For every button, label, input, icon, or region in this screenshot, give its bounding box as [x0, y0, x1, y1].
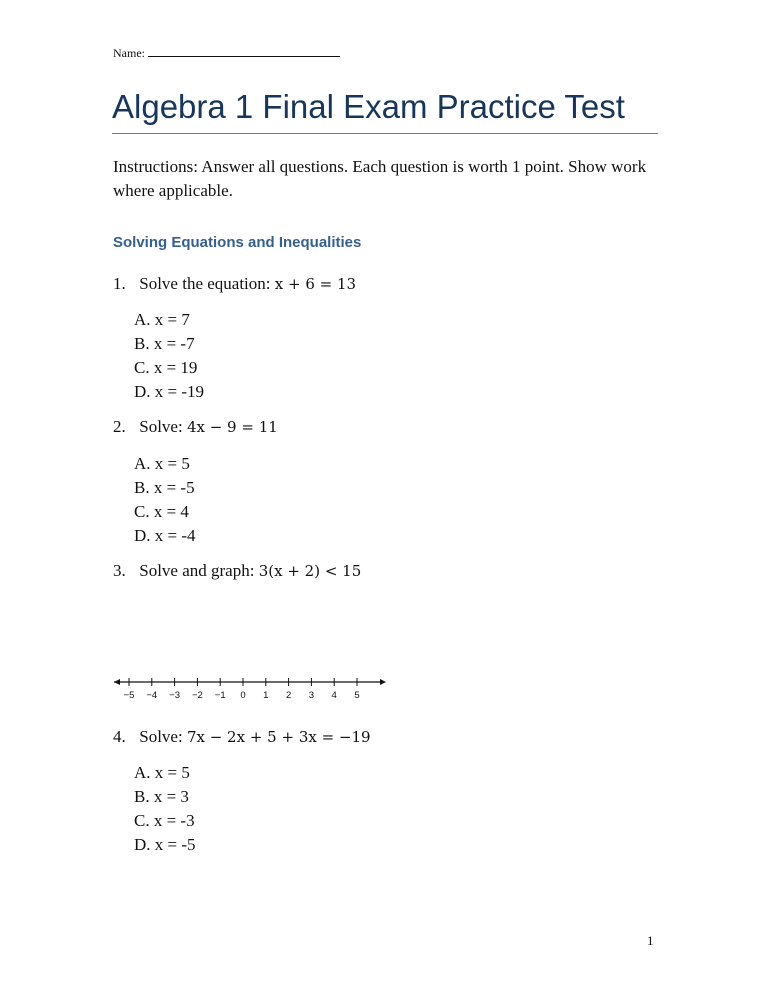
- question-2: [113, 416, 278, 438]
- name-field: [113, 46, 340, 61]
- question-number: 1.: [113, 274, 126, 293]
- question-number: 3.: [113, 561, 126, 580]
- instructions: Instructions: Answer all questions. Each question is worth 1 point. Show work where applicable.: [113, 157, 647, 200]
- question-prompt: Solve and graph:: [139, 561, 255, 580]
- number-line-tick-label: −3: [169, 690, 181, 701]
- page-number: 1: [647, 933, 654, 948]
- question-expression: x + 6 = 13: [274, 275, 357, 293]
- question-expression: 4x − 9 = 11: [186, 418, 278, 436]
- question-prompt: Solve:: [139, 417, 183, 436]
- number-line-tick-label: −4: [146, 690, 158, 701]
- question-3: [113, 560, 361, 582]
- number-line[interactable]: [112, 674, 388, 702]
- question-number: 2.: [113, 417, 126, 436]
- choice-d[interactable]: D. x = -5: [134, 835, 196, 854]
- number-line-tick-label: 2: [285, 690, 292, 701]
- number-line-tick-label: −1: [214, 690, 226, 701]
- choice-a[interactable]: A. x = 7: [134, 310, 190, 329]
- name-blank[interactable]: [148, 46, 340, 57]
- right-arrow-icon: [380, 679, 386, 685]
- choice-a[interactable]: A. x = 5: [134, 763, 190, 782]
- name-label: Name:: [113, 46, 145, 60]
- choices-4: [134, 761, 196, 857]
- question-4: [113, 726, 371, 748]
- choices-1: [134, 308, 204, 404]
- choices-2: [134, 452, 196, 548]
- choice-c[interactable]: C. x = 19: [134, 358, 198, 377]
- number-line-tick-label: −5: [123, 690, 135, 701]
- question-prompt: Solve:: [139, 727, 183, 746]
- choice-c[interactable]: C. x = -3: [134, 811, 195, 830]
- question-expression: 3(x + 2) < 15: [258, 562, 362, 580]
- question-1: [113, 273, 356, 295]
- number-line-tick-label: −2: [191, 690, 203, 701]
- choice-b[interactable]: B. x = 3: [134, 787, 189, 806]
- choice-b[interactable]: B. x = -7: [134, 334, 195, 353]
- number-line-tick-label: 1: [263, 690, 269, 701]
- choice-b[interactable]: B. x = -5: [134, 478, 195, 497]
- section-heading: Solving Equations and Inequalities: [113, 234, 362, 251]
- number-line-tick-label: 5: [354, 690, 360, 701]
- choice-d[interactable]: D. x = -19: [134, 382, 205, 401]
- left-arrow-icon: [114, 679, 120, 685]
- page-title: Algebra 1 Final Exam Practice Test: [112, 88, 658, 134]
- choice-c[interactable]: C. x = 4: [134, 502, 189, 521]
- question-prompt: Solve the equation:: [139, 274, 271, 293]
- choice-d[interactable]: D. x = -4: [134, 526, 196, 545]
- number-line-tick-label: 0: [240, 690, 246, 701]
- choice-a[interactable]: A. x = 5: [134, 454, 190, 473]
- number-line-tick-label: 3: [308, 690, 315, 701]
- question-expression: 7x − 2x + 5 + 3x = −19: [186, 728, 371, 746]
- question-number: 4.: [113, 727, 126, 746]
- number-line-tick-label: 4: [331, 690, 337, 701]
